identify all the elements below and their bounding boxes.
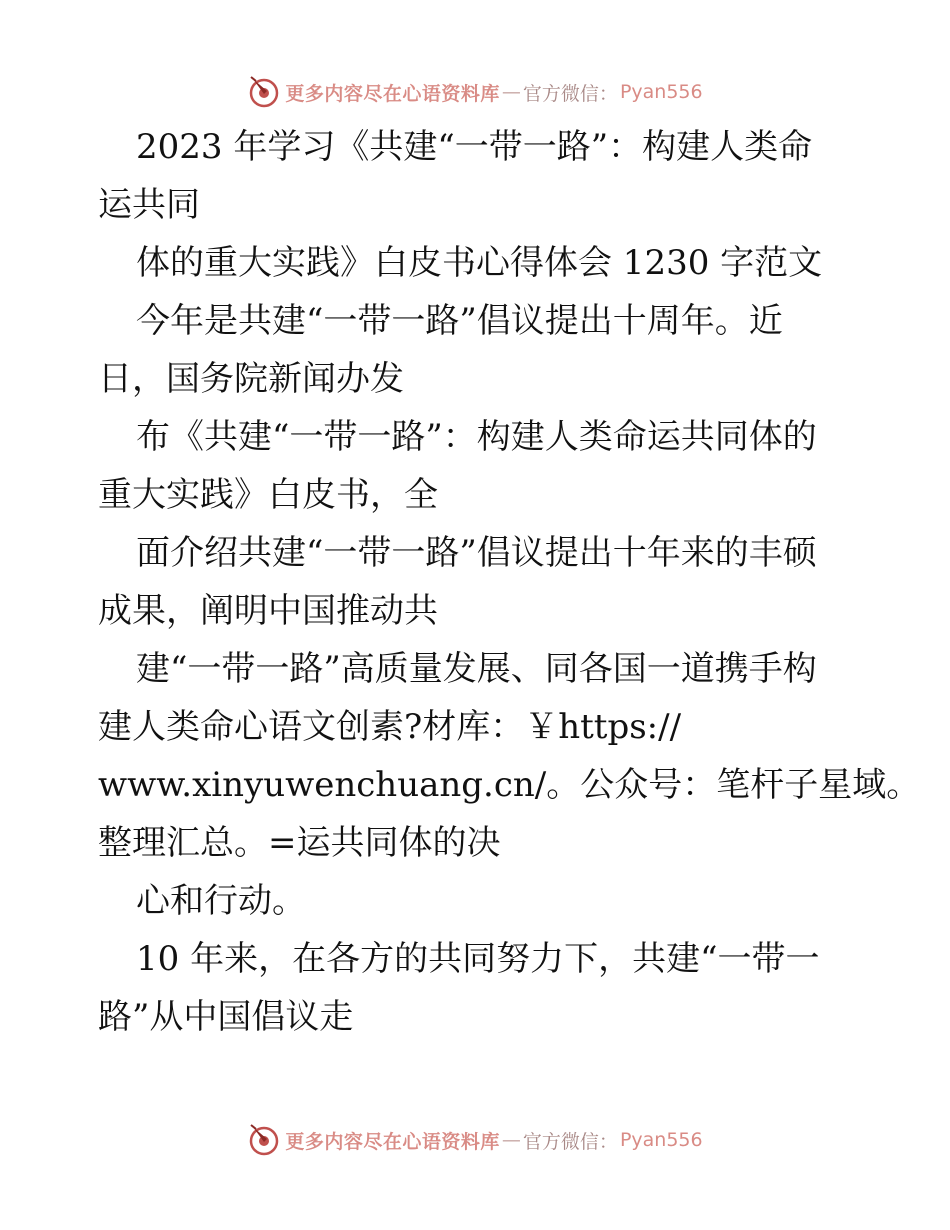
- quill-circle-icon: [247, 1123, 281, 1157]
- text-line: 路”从中国倡议走: [98, 997, 354, 1037]
- watermark-wechat-id: Pyan556: [619, 1129, 703, 1151]
- watermark-dash: —: [501, 81, 521, 103]
- quill-circle-icon: [247, 75, 281, 109]
- footer-watermark: [0, 1120, 950, 1160]
- text-line: 重大实践》白皮书，全: [98, 475, 438, 515]
- text-line: 面介绍共建“一带一路”倡议提出十年来的丰硕: [136, 533, 817, 573]
- text-line: 成果，阐明中国推动共: [98, 591, 438, 631]
- text-line: 运共同: [98, 185, 200, 225]
- text-line: 体的重大实践》白皮书心得体会 1230 字范文: [136, 243, 823, 283]
- text-line: 整理汇总。=运共同体的决: [98, 823, 501, 863]
- text-line: 10 年来，在各方的共同努力下，共建“一带一: [136, 939, 820, 979]
- watermark-wechat-label: 官方微信：: [522, 82, 618, 105]
- text-line: 布《共建“一带一路”：构建人类命运共同体的: [136, 417, 817, 457]
- text-line: 日，国务院新闻办发: [98, 359, 404, 399]
- watermark-text: 更多内容尽在心语资料库: [285, 82, 500, 105]
- text-line: www.xinyuwenchuang.cn/。公众号：笔杆子星域。: [98, 765, 921, 805]
- watermark-text: 更多内容尽在心语资料库: [285, 1130, 500, 1153]
- watermark-wechat-id: Pyan556: [619, 81, 703, 103]
- header-watermark: [0, 72, 950, 112]
- text-line: 2023 年学习《共建“一带一路”：构建人类命: [136, 127, 813, 167]
- watermark-wechat-label: 官方微信：: [522, 1130, 618, 1153]
- text-line: 心和行动。: [136, 881, 306, 921]
- text-line: 建人类命心语文创素?材库：￥https://: [98, 707, 682, 747]
- text-line: 今年是共建“一带一路”倡议提出十周年。近: [136, 301, 783, 341]
- watermark-dash: —: [501, 1129, 521, 1151]
- text-line: 建“一带一路”高质量发展、同各国一道携手构: [136, 649, 817, 689]
